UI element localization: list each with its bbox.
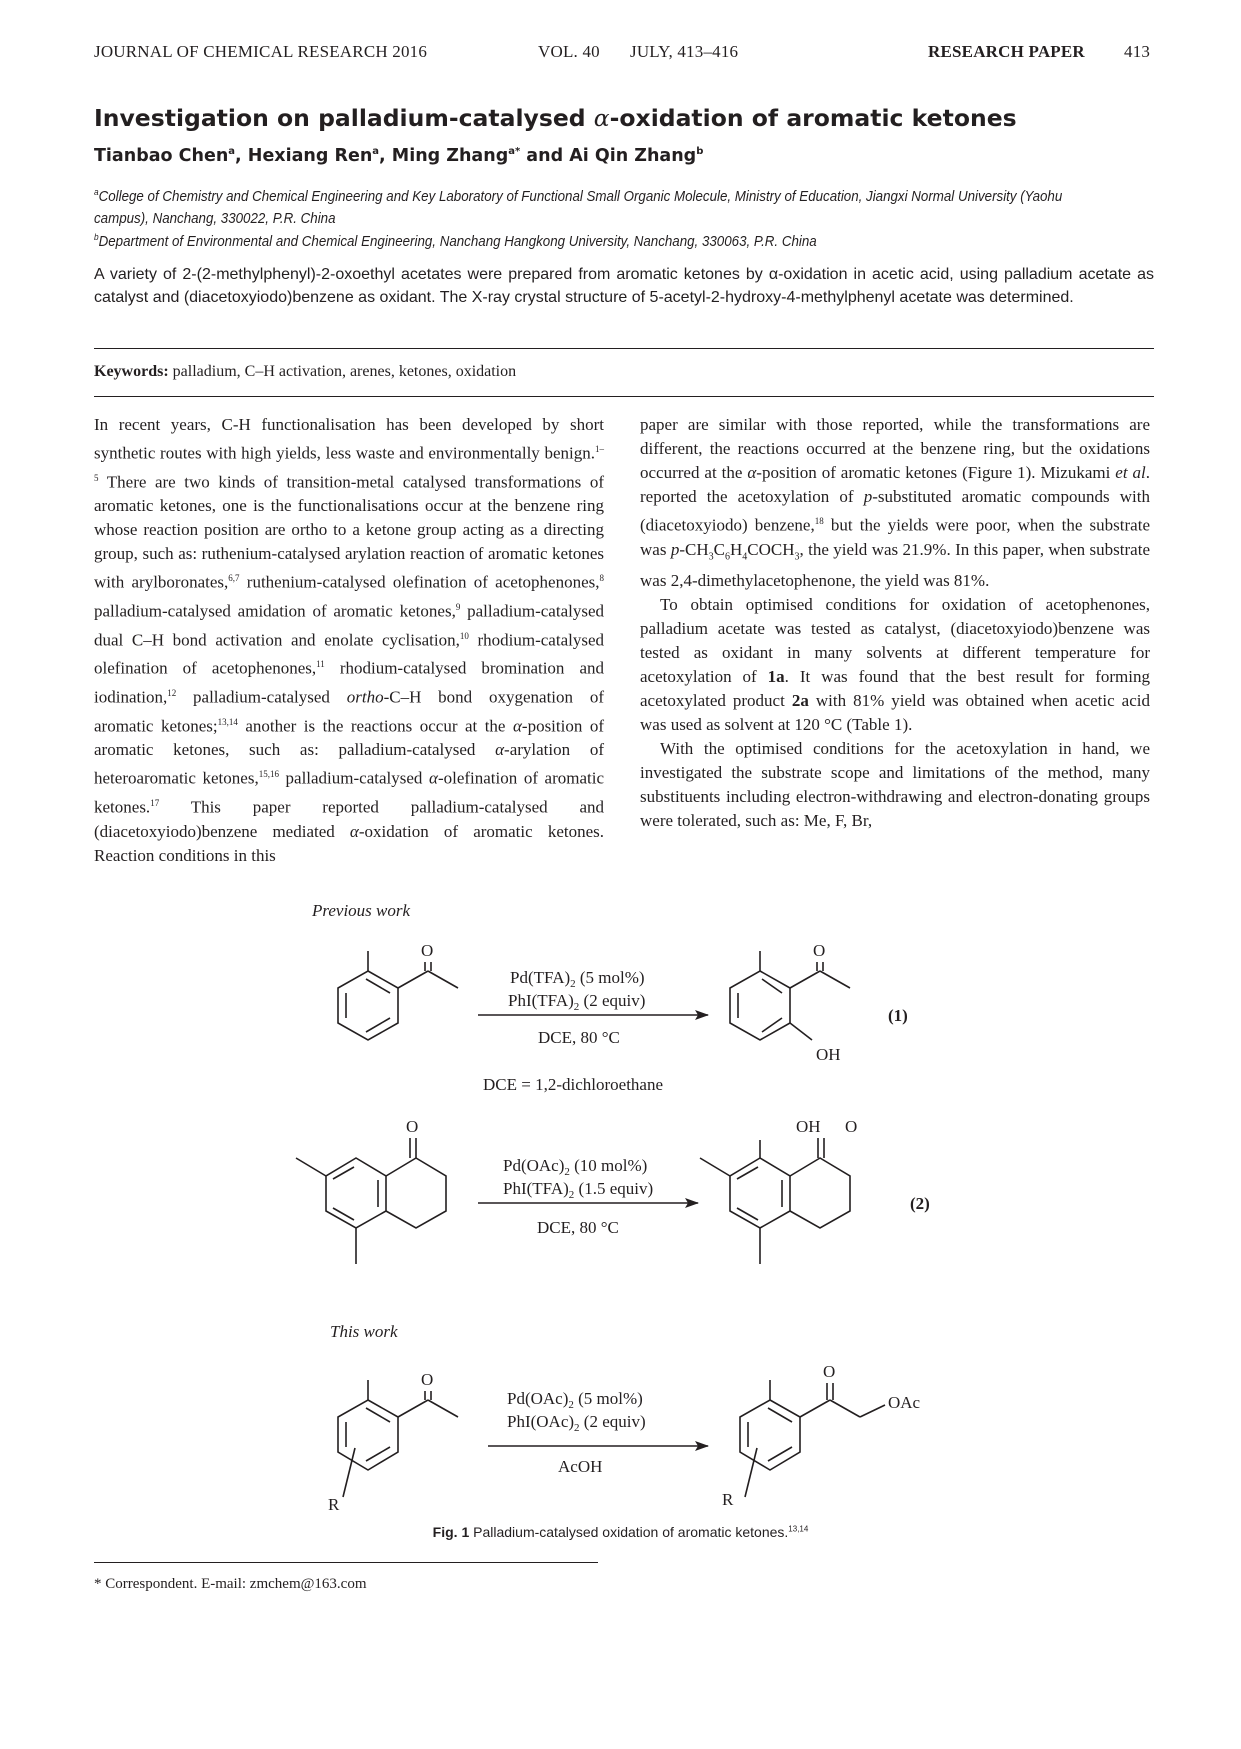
figure-caption: Fig. 1 Palladium-catalysed oxidation of aromatic ketones.$^{13,14}$ xyxy=(432,1524,809,1540)
affiliation-a: $^a$College of Chemistry and Chemical Engineering and Key Laboratory of Functional Small Organic Molecule, Ministry of Education, Jiangxi Normal University (Yaohu campus), Nanchang, 330022, P.R. China xyxy=(94,187,1063,227)
reaction-scheme xyxy=(0,890,1241,1520)
body-column-left: In recent years, C-H functionalisation has been developed by short synthetic routes with high yields, less waste and environmentally benign.$^{1-5}$ There are two kinds of transition-metal catalysed transformations of aromatic ketones, one is the functionalisations occur at the benzene ring whose reaction position are ortho to a ketone group acting as a directing group, such as: ruthenium-catalysed arylation reaction of aromatic ketones with arylboronates,$^{6,7}$ ruthenium-catalysed olefination of acetophenones,$^8$ palladium-catalysed amidation of aromatic ketones,$^9$ palladium-catalysed dual C–H bond activation and enolate cyclisation,$^{10}$ rhodium-catalysed olefination of acetophenones,$^{11}$ rhodium-catalysed bromination and iodination,$^{12}$ palladium-catalysed ortho-C–H bond oxygenation of aromatic ketones;$^{13,14}$ another is the reactions occur at the α-position of aromatic ketones, such as: palladium-catalysed α-arylation of heteroaromatic ketones,$^{15,16}$ palladium-catalysed α-olefination of aromatic ketones.$^{17}$ This paper reported palladium-catalysed and (diacetoxyiodo)benzene mediated α-oxidation of aromatic ketones. Reaction conditions in this xyxy=(94,415,605,865)
svg-text:OH: OH xyxy=(796,1117,821,1136)
body-column-right: paper are similar with those reported, while the transformations are different, the reactions occurred at the benzene ring, but the oxidations occurred at the α-position of aromatic ketones (Figure 1). Mizukami et al. reported the acetoxylation of p-substituted aromatic compounds with (diacetoxyiodo) benzene,$^{18}$ but the yields were poor, when the substrate was $p-CH_3C_6H_4COCH_3$, the yield was 21.9%. In this paper, when substrate was 2,4-dimethylacetophenone, the yield was 81%. To obtain optimised conditions for oxidation of acetophenones, palladium acetate was tested as catalyst, (diacetoxyiodo)benzene was tested as oxidant in many solvents at different temperature for acetoxylation of 1a. It was found that the best result for forming acetoxylated product 2a with 81% yield was obtained when acetic acid was used as solvent at 120 °C (Table 1). With the optimised conditions for the acetoxylation in hand, we investigated the substrate scope and limitations of the method, many substituents including electron-withdrawing and electron-donating groups were tolerated, such as: Me, F, Br, xyxy=(640,415,1151,831)
molecule-tetralone xyxy=(296,1138,446,1264)
svg-text:O: O xyxy=(813,941,826,960)
svg-text:R: R xyxy=(328,1495,340,1514)
molecule-substituted-acetophenone xyxy=(338,1380,458,1497)
abstract: A variety of 2-(2-methylphenyl)-2-oxoethyl acetates were prepared from aromatic ketones by α-oxidation in acetic acid, using palladium acetate as catalyst and (diacetoxyiodo)benzene as oxidant. The X-ray crystal structure of 5-acetyl-2-hydroxy-4-methylphenyl acetate was determined. xyxy=(94,266,1154,306)
molecule-2-oxoethyl-acetate xyxy=(740,1380,885,1497)
author: Hexiang Ren xyxy=(247,146,373,166)
r1-oxidant: $PhI(TFA)_2$ (2 equiv) xyxy=(508,991,646,1013)
author-list: Tianbao Chen$^a$, Hexiang Ren$^a$, Ming Zhang$^{a*}$ and Ai Qin Zhang$^b$ xyxy=(94,146,704,166)
author: Ming Zhang xyxy=(391,146,509,166)
r3-catalyst: $Pd(OAc)_2$ (5 mol%) xyxy=(507,1389,643,1411)
article-title: Investigation on palladium-catalysed α-oxidation of aromatic ketones xyxy=(94,104,1017,132)
svg-text:O: O xyxy=(421,1370,434,1389)
this-work-label: This work xyxy=(330,1322,398,1341)
svg-text:O: O xyxy=(406,1117,419,1136)
issue: JULY, 413–416 xyxy=(630,42,739,61)
divider xyxy=(94,396,1154,397)
dce-note: DCE = 1,2-dichloroethane xyxy=(483,1075,664,1094)
svg-text:O: O xyxy=(421,941,434,960)
footnote-rule xyxy=(94,1562,598,1563)
reaction-number-1: (1) xyxy=(888,1006,908,1025)
volume: VOL. 40 xyxy=(538,42,600,61)
svg-text:R: R xyxy=(722,1490,734,1509)
r1-catalyst: $Pd(TFA)_2$ (5 mol%) xyxy=(510,968,645,990)
molecule-2-hydroxy-6-methylacetophenone xyxy=(730,951,850,1040)
molecule-2-methylacetophenone xyxy=(338,951,458,1040)
section-label: RESEARCH PAPER xyxy=(928,42,1085,61)
previous-work-label: Previous work xyxy=(312,901,411,920)
author: Ai Qin Zhang xyxy=(569,146,697,166)
divider xyxy=(94,348,1154,349)
correspondence-footnote: * Correspondent. E-mail: zmchem@163.com xyxy=(94,1576,367,1592)
svg-text:O: O xyxy=(845,1117,858,1136)
reaction-number-2: (2) xyxy=(910,1194,930,1213)
journal-name: JOURNAL OF CHEMICAL RESEARCH 2016 xyxy=(94,42,428,61)
svg-text:O: O xyxy=(823,1362,836,1381)
r2-conditions: DCE, 80 °C xyxy=(537,1218,619,1237)
svg-text:OH: OH xyxy=(816,1045,841,1064)
page-number: 413 xyxy=(1124,42,1151,61)
r1-conditions: DCE, 80 °C xyxy=(538,1028,620,1047)
molecule-hydroxy-tetralone xyxy=(700,1138,850,1264)
r3-conditions: AcOH xyxy=(558,1457,603,1476)
author: Tianbao Chen xyxy=(94,146,229,166)
r3-oxidant: $PhI(OAc)_2$ (2 equiv) xyxy=(507,1412,646,1434)
affiliation-b: $^b$Department of Environmental and Chemical Engineering, Nanchang Hangkong University, Nanchang, 330063, P.R. China xyxy=(94,232,817,250)
r2-oxidant: $PhI(TFA)_2$ (1.5 equiv) xyxy=(503,1179,654,1201)
svg-text:OAc: OAc xyxy=(888,1393,921,1412)
keywords: Keywords: palladium, C–H activation, arenes, ketones, oxidation xyxy=(94,363,517,380)
r2-catalyst: $Pd(OAc)_2$ (10 mol%) xyxy=(503,1156,648,1178)
